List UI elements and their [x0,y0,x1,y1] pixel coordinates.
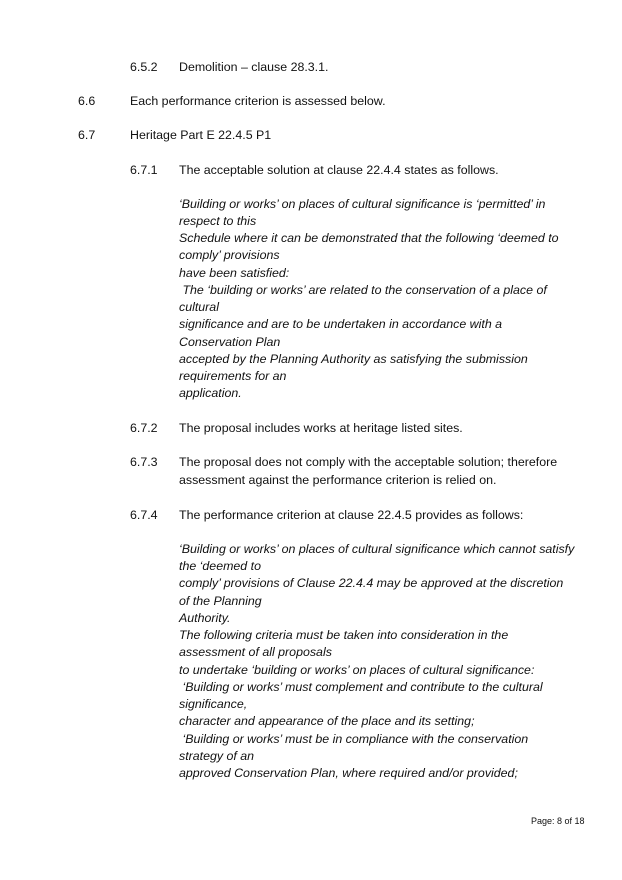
quote-line: requirements for an [179,369,287,383]
para-number: 6.7 [78,128,96,142]
quote-line: strategy of an [179,749,255,763]
para-text: assessment against the performance criterion is relied on. [179,473,497,487]
para-text: The proposal includes works at heritage listed sites. [179,421,463,435]
para-text: The acceptable solution at clause 22.4.4 states as follows. [179,163,499,177]
quote-line: The following criteria must be taken into consideration in the [179,628,509,642]
para-number: 6.5.2 [130,60,158,74]
para-text: Demolition – clause 28.3.1. [179,60,329,74]
quote-line: approved Conservation Plan, where required and/or provided; [179,766,518,780]
quote-line: respect to this [179,214,257,228]
quote-line: assessment of all proposals [179,645,332,659]
para-number: 6.7.2 [130,421,158,435]
quote-line: Conservation Plan [179,335,281,349]
quote-line: ‘Building or works’ on places of cultural significance which cannot satisfy [179,542,575,556]
quote-line: the ‘deemed to [179,559,261,573]
para-number: 6.7.3 [130,455,158,469]
quote-line: of the Planning [179,594,262,608]
para-text: The performance criterion at clause 22.4.5 provides as follows: [179,508,524,522]
quote-line: significance and are to be undertaken in accordance with a [179,317,503,331]
section-heading: Heritage Part E 22.4.5 P1 [130,128,272,142]
quote-line: have been satisfied: [179,266,290,280]
quote-bullet-line: The ‘building or works’ are related to the conservation of a place of [179,283,547,297]
quote-line: comply’ provisions [179,248,280,262]
quote-line: to undertake ‘building or works’ on places of cultural significance: [179,663,535,677]
quote-line: significance, [179,697,248,711]
para-number: 6.6 [78,94,96,108]
quote-line: application. [179,386,242,400]
quote-bullet-line: ‘Building or works’ must complement and contribute to the cultural [179,680,543,694]
quote-line: ‘Building or works’ on places of cultural significance is ‘permitted’ in [179,197,546,211]
page-number: Page: 8 of 18 [531,816,585,826]
quote-line: Schedule where it can be demonstrated that the following ‘deemed to [179,231,559,245]
quote-line: Authority. [179,611,231,625]
quote-line: accepted by the Planning Authority as satisfying the submission [179,352,528,366]
quote-bullet-line: ‘Building or works’ must be in compliance with the conservation [179,732,529,746]
quote-line: comply’ provisions of Clause 22.4.4 may be approved at the discretion [179,576,564,590]
quote-line: cultural [179,300,219,314]
para-number: 6.7.4 [130,508,158,522]
para-text: The proposal does not comply with the acceptable solution; therefore [179,455,558,469]
para-text: Each performance criterion is assessed below. [130,94,386,108]
quote-line: character and appearance of the place and its setting; [179,714,475,728]
para-number: 6.7.1 [130,163,158,177]
